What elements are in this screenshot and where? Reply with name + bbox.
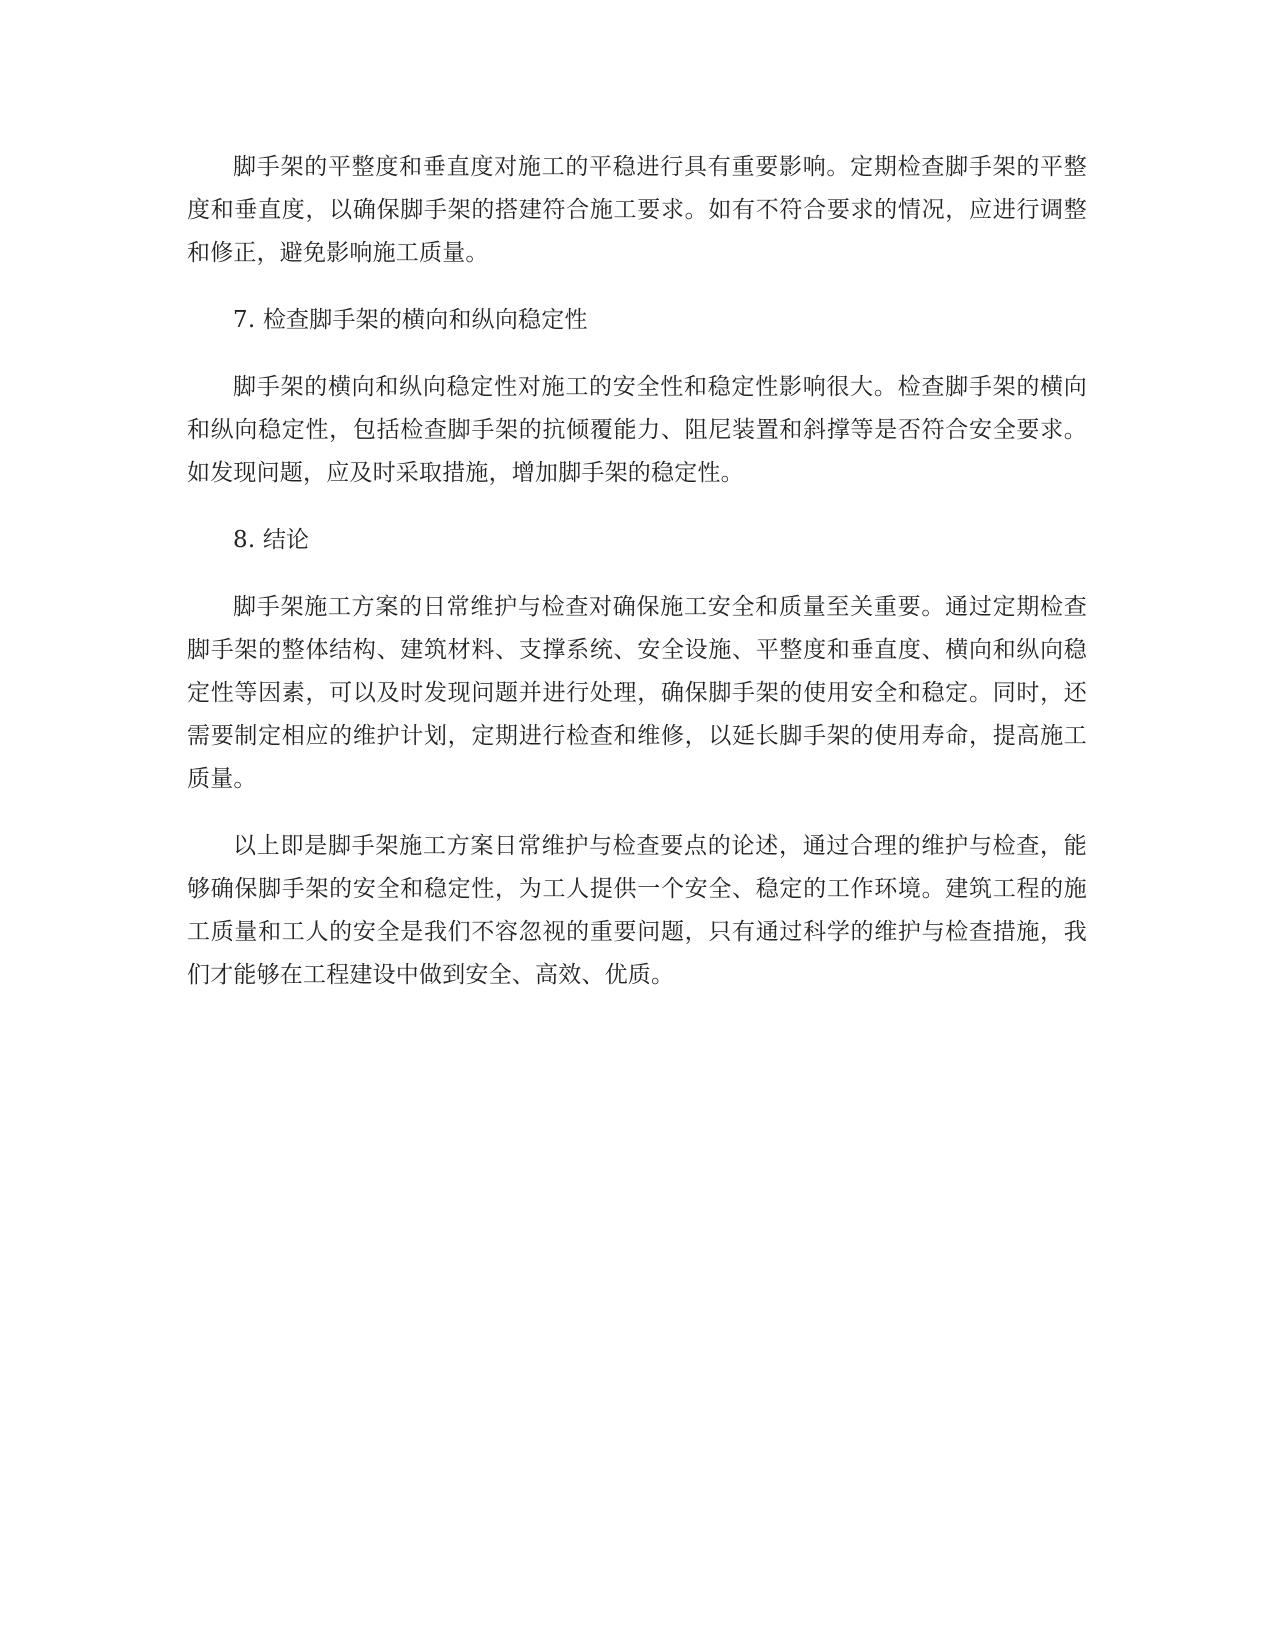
paragraph-conclusion: 脚手架施工方案的日常维护与检查对确保施工安全和质量至关重要。通过定期检查脚手架的整体结构、建筑材料、支撑系统、安全设施、平整度和垂直度、横向和纵向稳定性等因素，可以及时发现问题并进行处理，确保脚手架的使用安全和稳定。同时，还需要制定相应的维护计划，定期进行检查和维修，以延长脚手架的使用寿命，提高施工质量。 (187, 594, 1087, 792)
section-heading-8: 8. 结论 (233, 527, 310, 553)
section-heading-7: 7. 检查脚手架的横向和纵向稳定性 (233, 307, 588, 333)
paragraph-flatness-verticality: 脚手架的平整度和垂直度对施工的平稳进行具有重要影响。定期检查脚手架的平整度和垂直度，以确保脚手架的搭建符合施工要求。如有不符合要求的情况，应进行调整和修正，避免影响施工质量。 (187, 154, 1087, 266)
document-body (187, 146, 1087, 1021)
paragraph-summary: 以上即是脚手架施工方案日常维护与检查要点的论述，通过合理的维护与检查，能够确保脚手架的安全和稳定性，为工人提供一个安全、稳定的工作环境。建筑工程的施工质量和工人的安全是我们不容忽视的重要问题，只有通过科学的维护与检查措施，我们才能够在工程建设中做到安全、高效、优质。 (187, 833, 1087, 988)
paragraph-stability: 脚手架的横向和纵向稳定性对施工的安全性和稳定性影响很大。检查脚手架的横向和纵向稳定性，包括检查脚手架的抗倾覆能力、阻尼装置和斜撑等是否符合安全要求。如发现问题，应及时采取措施，增加脚手架的稳定性。 (187, 374, 1087, 486)
